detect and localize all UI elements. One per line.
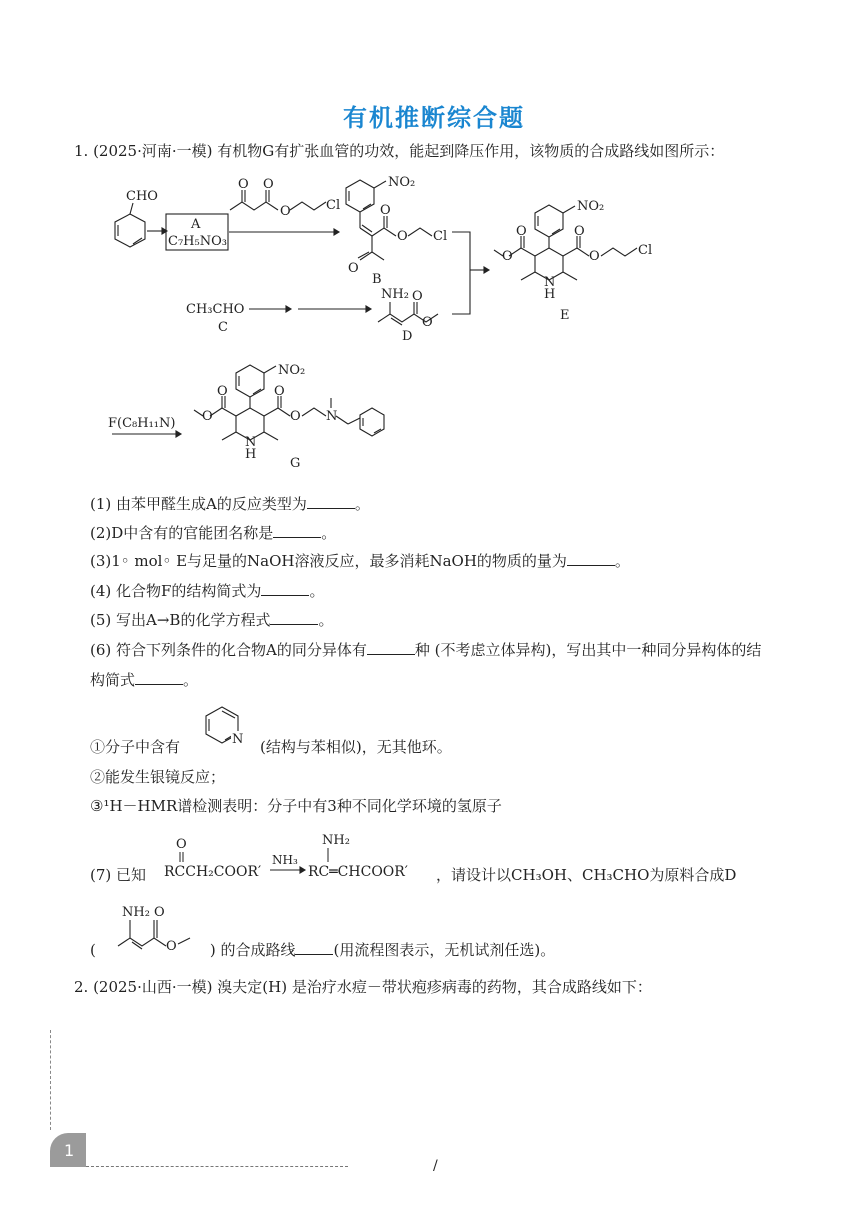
sub-question-7-cont: ( ) 的合成路线 (用流程图表示，无机试剂任选)。 [90, 941, 556, 959]
compound-d-target-structure [110, 900, 220, 950]
sub-question-4: (4) 化合物F的结构简式为 。 [90, 582, 325, 600]
compound-e-label: E [560, 308, 570, 323]
svg-text:NH₂: NH₂ [322, 833, 350, 848]
svg-text:RC═CHCOOR′: RC═CHCOOR′ [308, 864, 408, 880]
sub-question-7: (7) 已知 ，请设计以CH₃OH、CH₃CHO为原料合成D [90, 866, 737, 884]
compound-b-label: B [372, 272, 382, 287]
condition-3: ③¹H－HMR谱检测表明：分子中有3种不同化学环境的氢原子 [90, 797, 502, 815]
svg-text:O: O [280, 204, 291, 219]
svg-text:O: O [166, 939, 177, 950]
question-2-stem: 2. (2025·山西·一模) 溴夫定(H) 是治疗水痘－带状疱疹病毒的药物，其合成路线如下： [74, 978, 652, 996]
svg-text:O: O [574, 224, 585, 239]
svg-text:O: O [412, 289, 423, 304]
svg-text:O: O [422, 315, 433, 330]
cho-label: CHO [126, 189, 158, 204]
sub-question-1: (1) 由苯甲醛生成A的反应类型为 。 [90, 495, 370, 513]
condition-2: ②能发生银镜反应； [90, 768, 226, 786]
sub-question-5: (5) 写出A→B的化学方程式 。 [90, 611, 334, 629]
svg-text:NH₃: NH₃ [272, 853, 298, 867]
compound-a-formula: C₇H₅NO₃ [168, 234, 227, 249]
svg-text:NH₂: NH₂ [381, 287, 409, 302]
svg-text:O: O [397, 229, 408, 244]
compound-a-label: A [191, 217, 201, 232]
compound-g-label: G [290, 456, 301, 471]
svg-text:N: N [326, 409, 338, 424]
svg-text:O: O [380, 203, 391, 218]
f-reagent-label: F(C₈H₁₁N) [108, 416, 176, 431]
svg-text:O: O [217, 384, 228, 399]
svg-text:H: H [245, 447, 257, 462]
condition-1: ①分子中含有 (结构与苯相似)，无其他环。 [90, 738, 452, 756]
synthesis-scheme [0, 0, 868, 480]
svg-text:N: N [232, 732, 244, 747]
svg-text:O: O [202, 409, 213, 424]
known-reaction [160, 830, 460, 890]
svg-text:NO₂: NO₂ [577, 199, 605, 214]
footer-slash: / [433, 1158, 438, 1174]
svg-text:O: O [589, 249, 600, 264]
margin-dashed-line [50, 1030, 51, 1130]
svg-text:O: O [516, 224, 527, 239]
compound-e-structure [494, 205, 637, 280]
page-number: 1 [50, 1133, 86, 1167]
sub-question-6: (6) 符合下列条件的化合物A的同分异体有 种 (不考虑立体异构)，写出其中一种同分异构体的结 [90, 641, 762, 659]
svg-text:RCCH₂COOR′: RCCH₂COOR′ [164, 864, 262, 880]
question-1-stem: 1. (2025·河南·一模) 有机物G有扩张血管的功效，能起到降压作用，该物质的合成路线如图所示： [74, 142, 725, 160]
svg-text:H: H [544, 287, 556, 302]
svg-text:O: O [238, 177, 249, 192]
compound-d-label: D [402, 329, 413, 344]
sub-question-3: (3)1◦ mol◦ E与足量的NaOH溶液反应，最多消耗NaOH的物质的量为 。 [90, 552, 630, 570]
footer-dashed-line [86, 1166, 348, 1167]
compound-b-structure [346, 180, 432, 260]
svg-text:O: O [290, 409, 301, 424]
benzaldehyde-structure [115, 203, 145, 247]
svg-text:O: O [176, 837, 187, 852]
acetaldehyde-label: CH₃CHO [186, 302, 245, 317]
compound-c-label: C [218, 320, 228, 335]
svg-text:O: O [348, 261, 359, 276]
svg-text:NO₂: NO₂ [278, 363, 306, 378]
pyridine-structure [198, 703, 258, 759]
svg-text:N: N [245, 435, 257, 450]
svg-text:O: O [502, 249, 513, 264]
page-title: 有机推断综合题 [343, 104, 525, 132]
svg-text:N: N [544, 275, 556, 290]
svg-text:O: O [274, 384, 285, 399]
svg-text:NH₂: NH₂ [122, 905, 150, 920]
cl-label-reagent: Cl [326, 198, 341, 213]
sub-question-6-cont: 构简式 。 [90, 671, 199, 689]
svg-text:O: O [154, 905, 165, 920]
svg-text:O: O [263, 177, 274, 192]
sub-question-2: (2)D中含有的官能团名称是 。 [90, 524, 337, 542]
svg-text:Cl: Cl [638, 243, 653, 258]
svg-text:NO₂: NO₂ [388, 175, 416, 190]
svg-text:Cl: Cl [433, 229, 448, 244]
diketoester-reagent [230, 190, 326, 210]
